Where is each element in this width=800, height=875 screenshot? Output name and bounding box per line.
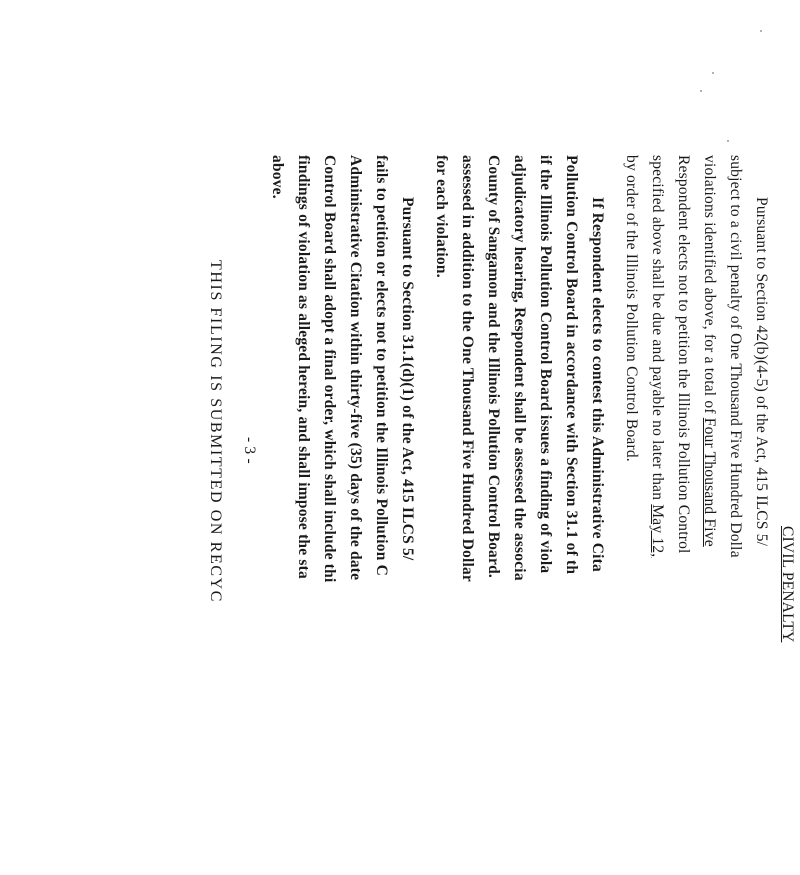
paragraph-3-line-3: Administrative Citation within thirty-five (35) days of the date (347, 155, 364, 581)
paragraph-3-line-6: above. (269, 155, 286, 199)
paragraph-1-line-5-text: specified above shall be due and payable no later than (649, 155, 666, 505)
paragraph-3-line-4: Control Board shall adopt a final order, which shall include thi (321, 155, 338, 583)
paragraph-2-line-3: if the Illinois Pollution Control Board issues a finding of viola (537, 155, 554, 574)
paragraph-1-line-3-text: violations identified above, for a total of (701, 155, 718, 418)
scan-speck (712, 72, 714, 74)
paragraph-3-line-1: Pursuant to Section 31.1(d)(1) of the Act, 415 ILCS 5/ (399, 197, 416, 561)
paragraph-3-line-5: findings of violation as alleged herein, and shall impose the sta (295, 155, 312, 579)
paragraph-1-line-4: Respondent elects not to petition the Illinois Pollution Control (675, 155, 692, 554)
page-number: - 3 - (241, 437, 258, 464)
scan-speck (727, 140, 729, 142)
section-heading: CIVIL PENALTY (779, 526, 796, 643)
recycled-paper-footer: THIS FILING IS SUBMITTED ON RECYC (207, 260, 224, 604)
scan-speck (760, 30, 762, 32)
paragraph-1-line-5 (644, 155, 670, 557)
paragraph-2-line-6: assessed in addition to the One Thousand Five Hundred Dollar (459, 155, 476, 583)
paragraph-1-line-1: Pursuant to Section 42(b)(4-5) of the Act, 415 ILCS 5/ (753, 197, 770, 547)
paragraph-1-line-6: by order of the Illinois Pollution Control Board. (623, 155, 640, 462)
paragraph-2-line-5: County of Sangamon and the Illinois Pollution Control Board. (485, 155, 502, 578)
paragraph-2-line-4: adjudicatory hearing, Respondent shall be assessed the associa (511, 155, 528, 581)
paragraph-3-line-2: fails to petition or elects not to petition the Illinois Pollution C (373, 155, 390, 577)
paragraph-1-line-3 (696, 155, 722, 547)
paragraph-2-line-7: for each violation. (433, 155, 450, 278)
paragraph-1-line-2: subject to a civil penalty of One Thousand Five Hundred Dolla (727, 155, 744, 558)
due-date: May 12, (649, 504, 666, 558)
paragraph-2-line-2: Pollution Control Board in accordance with Section 31.1 of th (563, 155, 580, 575)
document-page (120, 155, 800, 875)
scan-speck (700, 90, 702, 92)
total-penalty-amount: Four Thousand Five (701, 417, 718, 547)
paragraph-2-line-1: If Respondent elects to contest this Administrative Cita (589, 197, 606, 572)
